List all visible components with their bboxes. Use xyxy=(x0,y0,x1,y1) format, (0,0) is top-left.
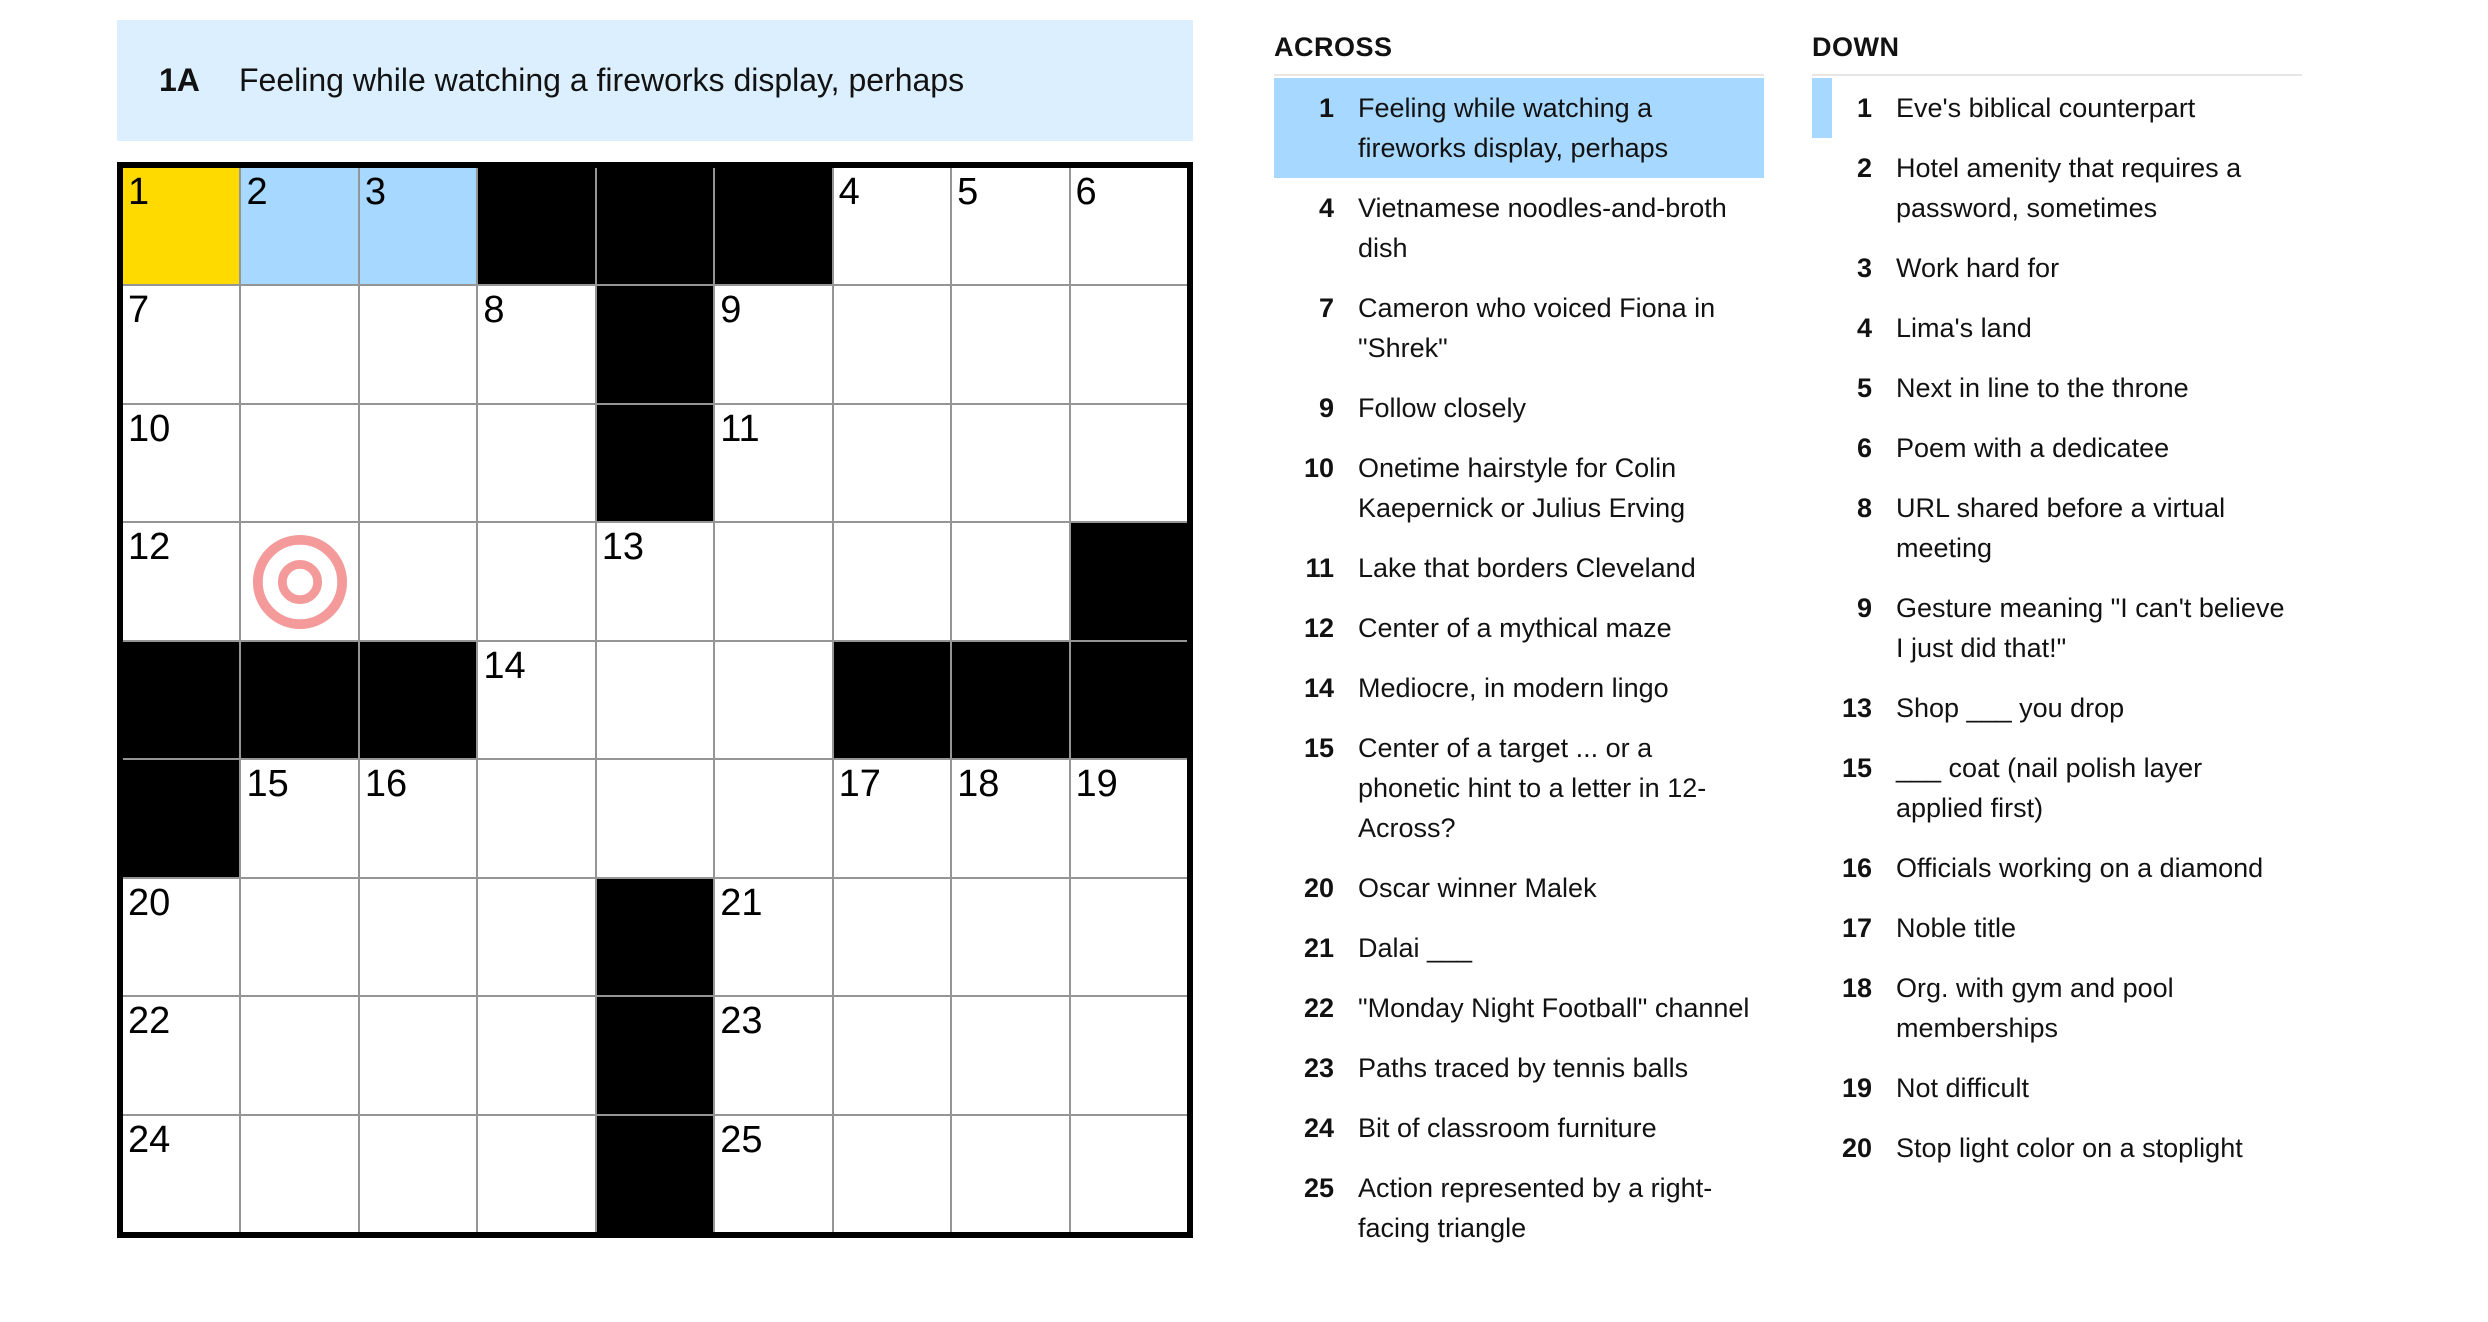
down-clue-3[interactable] xyxy=(1812,238,2302,298)
current-clue-number: 1A xyxy=(159,62,200,98)
cell-number: 1 xyxy=(128,171,150,213)
clue-text: Lake that borders Cleveland xyxy=(1358,553,1696,583)
grid-cell[interactable] xyxy=(478,642,594,758)
down-clue-4[interactable] xyxy=(1812,298,2302,358)
clue-number: 16 xyxy=(1841,853,1872,883)
grid-cell[interactable] xyxy=(478,997,594,1113)
grid-cell[interactable] xyxy=(123,286,239,402)
black-square xyxy=(952,642,1068,758)
clue-text: Mediocre, in modern lingo xyxy=(1358,673,1669,703)
clue-number: 4 xyxy=(1856,313,1872,343)
grid-cell[interactable] xyxy=(360,523,476,639)
clue-number: 9 xyxy=(1856,593,1872,623)
grid-cell[interactable] xyxy=(123,997,239,1113)
grid-cell[interactable] xyxy=(123,405,239,521)
clue-text: Stop light color on a stoplight xyxy=(1896,1133,2243,1163)
clue-number: 1 xyxy=(1318,93,1334,123)
clue-text: Hotel amenity that requires a password, sometimes xyxy=(1896,153,2242,223)
grid-cell[interactable] xyxy=(1071,760,1187,876)
clue-number: 24 xyxy=(1303,1113,1334,1143)
grid-cell[interactable] xyxy=(1071,879,1187,995)
grid-cell[interactable] xyxy=(241,1116,357,1232)
clue-text: Bit of classroom furniture xyxy=(1358,1113,1657,1143)
clue-text: Center of a target ... or a phonetic hint to a letter in 12-Across? xyxy=(1358,733,1707,843)
grid-cell[interactable] xyxy=(715,405,831,521)
current-clue-text: Feeling while watching a fireworks display, perhaps xyxy=(239,62,965,98)
black-square xyxy=(597,168,713,284)
grid-cell[interactable] xyxy=(834,760,950,876)
cell-number: 21 xyxy=(720,881,763,924)
clue-text: Work hard for xyxy=(1896,253,2060,283)
grid-cell[interactable] xyxy=(360,760,476,876)
across-clue-items xyxy=(1274,78,1764,1258)
clue-text: Dalai ___ xyxy=(1358,933,1473,963)
across-clue-15[interactable] xyxy=(1274,718,1764,858)
cell-number: 9 xyxy=(720,289,742,332)
black-square xyxy=(123,642,239,758)
black-square xyxy=(1071,523,1187,639)
grid-cell[interactable] xyxy=(834,879,950,995)
grid-cell[interactable] xyxy=(952,997,1068,1113)
grid-cell[interactable] xyxy=(715,523,831,639)
clue-number: 14 xyxy=(1303,673,1334,703)
black-square xyxy=(478,168,594,284)
clue-number: 5 xyxy=(1856,373,1872,403)
black-square xyxy=(597,405,713,521)
grid-cell[interactable] xyxy=(715,642,831,758)
down-clue-17[interactable] xyxy=(1812,898,2302,958)
clue-number: 1 xyxy=(1856,93,1872,123)
cell-number: 19 xyxy=(1075,763,1118,806)
down-clue-1[interactable] xyxy=(1812,78,2302,138)
across-clue-7[interactable] xyxy=(1274,278,1764,378)
clue-text: Oscar winner Malek xyxy=(1358,873,1597,903)
down-clue-5[interactable] xyxy=(1812,358,2302,418)
cell-number: 13 xyxy=(601,526,645,569)
grid-cell[interactable] xyxy=(834,1116,950,1232)
grid-cell[interactable] xyxy=(478,405,594,521)
across-clue-20[interactable] xyxy=(1274,858,1764,918)
grid-cell[interactable] xyxy=(952,1116,1068,1232)
clue-text: URL shared before a virtual meeting xyxy=(1896,493,2226,563)
clue-number: 7 xyxy=(1318,293,1334,323)
grid-cell[interactable] xyxy=(952,168,1068,284)
grid-cell[interactable] xyxy=(1071,286,1187,402)
cell-number: 25 xyxy=(720,1118,763,1161)
clue-number: 6 xyxy=(1856,433,1872,463)
black-square xyxy=(715,168,831,284)
cell-number: 16 xyxy=(364,763,408,806)
grid-cell[interactable] xyxy=(241,997,357,1113)
grid-cell[interactable] xyxy=(241,405,357,521)
grid-cell[interactable] xyxy=(715,997,831,1113)
black-square xyxy=(597,879,713,995)
cell-number: 3 xyxy=(364,171,387,213)
clue-text: Shop ___ you drop xyxy=(1896,693,2125,723)
clue-number: 19 xyxy=(1841,1073,1872,1103)
grid-cell[interactable] xyxy=(123,523,239,639)
clue-text: Center of a mythical maze xyxy=(1358,613,1672,643)
clue-number: 18 xyxy=(1841,973,1872,1003)
clue-number: 17 xyxy=(1841,913,1872,943)
grid-cell[interactable] xyxy=(952,879,1068,995)
black-square xyxy=(597,997,713,1113)
grid-cell[interactable] xyxy=(834,168,950,284)
clue-number: 4 xyxy=(1318,193,1334,223)
grid-cell[interactable] xyxy=(478,523,594,639)
target-circle-icon xyxy=(251,533,349,631)
grid-cell[interactable] xyxy=(360,168,476,284)
cell-number: 8 xyxy=(483,289,505,332)
grid-cell[interactable] xyxy=(123,879,239,995)
down-clue-15[interactable] xyxy=(1812,738,2302,838)
clue-text: Onetime hairstyle for Colin Kaepernick or Julius Erving xyxy=(1358,453,1686,523)
across-clue-14[interactable] xyxy=(1274,658,1764,718)
current-clue-bar[interactable] xyxy=(117,20,1193,141)
clue-number: 20 xyxy=(1303,873,1334,903)
crossword-grid-cells xyxy=(123,168,1187,1232)
grid-cell[interactable] xyxy=(597,523,713,639)
clue-number: 3 xyxy=(1856,253,1872,283)
across-clue-1[interactable] xyxy=(1274,78,1764,178)
across-clue-11[interactable] xyxy=(1274,538,1764,598)
grid-cell[interactable] xyxy=(1071,997,1187,1113)
grid-cell[interactable] xyxy=(360,286,476,402)
clue-number: 15 xyxy=(1303,733,1334,763)
clue-number: 25 xyxy=(1303,1173,1334,1203)
cell-number: 6 xyxy=(1075,171,1097,213)
grid-cell[interactable] xyxy=(1071,405,1187,521)
across-clue-23[interactable] xyxy=(1274,1038,1764,1098)
grid-cell[interactable] xyxy=(1071,1116,1187,1232)
grid-cell[interactable] xyxy=(360,997,476,1113)
grid-cell[interactable] xyxy=(715,879,831,995)
down-clue-18[interactable] xyxy=(1812,958,2302,1058)
across-clue-25[interactable] xyxy=(1274,1158,1764,1258)
clue-number: 15 xyxy=(1841,753,1872,783)
cell-number: 2 xyxy=(246,171,268,213)
clue-text: ___ coat (nail polish layer applied first) xyxy=(1896,753,2203,823)
down-clue-6[interactable] xyxy=(1812,418,2302,478)
grid-cell[interactable] xyxy=(952,523,1068,639)
grid-cell[interactable] xyxy=(360,405,476,521)
down-clue-13[interactable] xyxy=(1812,678,2302,738)
clue-text: Feeling while watching a fireworks display, perhaps xyxy=(1358,93,1669,163)
grid-cell[interactable] xyxy=(478,879,594,995)
clue-number: 22 xyxy=(1303,993,1334,1023)
clue-text: Vietnamese noodles-and-broth dish xyxy=(1358,193,1727,263)
grid-cell[interactable] xyxy=(715,1116,831,1232)
black-square xyxy=(123,760,239,876)
clue-text: Gesture meaning "I can't believe I just did that!" xyxy=(1896,593,2285,663)
clue-text: Next in line to the throne xyxy=(1896,373,2189,403)
black-square xyxy=(1071,642,1187,758)
across-clue-list xyxy=(1274,30,1764,1258)
down-clue-list xyxy=(1812,30,2302,1258)
grid-cell[interactable] xyxy=(241,168,357,284)
down-clue-20[interactable] xyxy=(1812,1118,2302,1178)
clue-text: Follow closely xyxy=(1358,393,1527,423)
grid-cell[interactable] xyxy=(834,997,950,1113)
clue-text: Poem with a dedicatee xyxy=(1896,433,2170,463)
grid-cell[interactable] xyxy=(478,1116,594,1232)
clue-text: Eve's biblical counterpart xyxy=(1896,93,2196,123)
cell-number: 24 xyxy=(128,1118,171,1161)
grid-cell[interactable] xyxy=(241,286,357,402)
clue-text: Officials working on a diamond xyxy=(1896,853,2264,883)
clue-text: Action represented by a right-facing triangle xyxy=(1358,1173,1713,1243)
grid-cell[interactable] xyxy=(123,168,239,284)
grid-cell[interactable] xyxy=(952,286,1068,402)
clue-text: Lima's land xyxy=(1896,313,2032,343)
cell-number: 14 xyxy=(483,644,526,687)
grid-cell[interactable] xyxy=(597,642,713,758)
across-clue-22[interactable] xyxy=(1274,978,1764,1038)
down-clue-19[interactable] xyxy=(1812,1058,2302,1118)
cell-number: 20 xyxy=(128,881,171,924)
clue-number: 10 xyxy=(1303,453,1334,483)
down-clue-16[interactable] xyxy=(1812,838,2302,898)
down-clue-9[interactable] xyxy=(1812,578,2302,678)
grid-cell[interactable] xyxy=(360,1116,476,1232)
clue-number: 21 xyxy=(1303,933,1334,963)
cell-number: 5 xyxy=(957,171,979,213)
down-clue-8[interactable] xyxy=(1812,478,2302,578)
clue-number: 23 xyxy=(1303,1053,1334,1083)
cell-number: 11 xyxy=(720,407,760,450)
grid-cell[interactable] xyxy=(478,286,594,402)
grid-cell[interactable] xyxy=(715,286,831,402)
across-list-title: ACROSS xyxy=(1274,30,1764,76)
clue-number: 13 xyxy=(1841,693,1872,723)
across-clue-21[interactable] xyxy=(1274,918,1764,978)
grid-cell[interactable] xyxy=(241,879,357,995)
clue-text: Org. with gym and pool memberships xyxy=(1896,973,2174,1043)
crossword-grid xyxy=(117,162,1193,1238)
cell-number: 18 xyxy=(957,763,1000,806)
grid-cell[interactable] xyxy=(834,405,950,521)
down-clue-items xyxy=(1812,78,2302,1178)
grid-cell[interactable] xyxy=(360,879,476,995)
grid-cell[interactable] xyxy=(123,1116,239,1232)
down-list-title: DOWN xyxy=(1812,30,2302,76)
grid-cell[interactable] xyxy=(834,286,950,402)
grid-cell[interactable] xyxy=(597,760,713,876)
across-clue-9[interactable] xyxy=(1274,378,1764,438)
clue-number: 12 xyxy=(1303,613,1334,643)
clue-text: Not difficult xyxy=(1896,1073,2030,1103)
black-square xyxy=(360,642,476,758)
cell-number: 22 xyxy=(128,1000,171,1043)
clue-text: Paths traced by tennis balls xyxy=(1358,1053,1689,1083)
clue-number: 2 xyxy=(1856,153,1872,183)
down-clue-2[interactable] xyxy=(1812,138,2302,238)
black-square xyxy=(241,642,357,758)
across-clue-24[interactable] xyxy=(1274,1098,1764,1158)
clue-number: 20 xyxy=(1841,1133,1872,1163)
grid-cell[interactable] xyxy=(241,523,357,639)
grid-cell[interactable] xyxy=(478,760,594,876)
black-square xyxy=(597,1116,713,1232)
black-square xyxy=(597,286,713,402)
grid-cell[interactable] xyxy=(1071,168,1187,284)
black-square xyxy=(834,642,950,758)
clue-text: Noble title xyxy=(1896,913,2017,943)
across-clue-10[interactable] xyxy=(1274,438,1764,538)
cell-number: 17 xyxy=(838,763,881,806)
cell-number: 12 xyxy=(128,526,171,569)
cell-number: 15 xyxy=(246,763,289,806)
clue-number: 9 xyxy=(1318,393,1334,423)
across-clue-12[interactable] xyxy=(1274,598,1764,658)
grid-cell[interactable] xyxy=(952,405,1068,521)
grid-cell[interactable] xyxy=(952,760,1068,876)
cell-number: 4 xyxy=(838,171,860,213)
clue-text: Cameron who voiced Fiona in "Shrek" xyxy=(1358,293,1716,363)
cell-number: 7 xyxy=(128,289,150,332)
clue-number: 11 xyxy=(1305,553,1334,583)
grid-cell[interactable] xyxy=(834,523,950,639)
clue-text: "Monday Night Football" channel xyxy=(1358,993,1750,1023)
grid-cell[interactable] xyxy=(241,760,357,876)
grid-cell[interactable] xyxy=(715,760,831,876)
clue-number: 8 xyxy=(1856,493,1872,523)
cell-number: 10 xyxy=(128,407,171,450)
cell-number: 23 xyxy=(720,1000,763,1043)
across-clue-4[interactable] xyxy=(1274,178,1764,278)
